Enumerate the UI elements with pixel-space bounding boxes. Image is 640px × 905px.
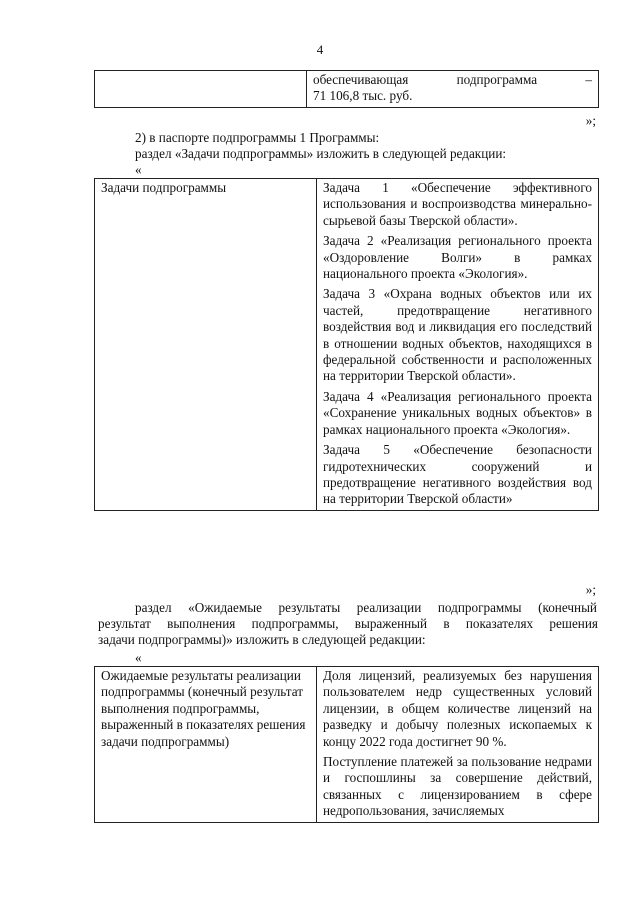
results-paragraph-1: Доля лицензий, реализуемых без нарушения пользователем недр существенных условий лицензии, в общем количестве лицензий на разведку и добычу полезных ископаемых к концу 2022 года достигнет 90 %. xyxy=(323,668,592,749)
item-2-heading: 2) в паспорте подпрограммы 1 Программы: xyxy=(135,130,380,145)
page-number: 4 xyxy=(316,42,324,57)
task-5: Задача 5 «Обеспечение безопасности гидротехнических сооружений и предотвращение негативного воздействия вод на территории Тверской области» xyxy=(323,442,592,507)
results-table xyxy=(94,666,599,823)
tasks-left-cell xyxy=(95,179,317,511)
funding-amount: 71 106,8 тыс. руб. xyxy=(313,88,413,104)
task-4: Задача 4 «Реализация регионального проекта «Сохранение уникальных водных объектов» в рамках национального проекта «Экология». xyxy=(323,388,592,437)
results-label: Ожидаемые результаты реализации подпрограммы (конечный результат выполнения подпрограммы, выраженный в показателях решения задачи подпрограммы) xyxy=(101,668,306,749)
results-instruction-line-2: результат выполнения подпрограммы, выраженный в показателях решения xyxy=(98,616,598,631)
results-right-cell xyxy=(317,667,599,823)
table-row xyxy=(95,667,599,823)
task-1: Задача 1 «Обеспечение эффективного использования и воспроизводства минерально-сырьевой базы Тверской области». xyxy=(323,180,592,228)
funding-left-cell xyxy=(95,71,307,108)
tasks-label: Задачи подпрограммы xyxy=(101,180,227,195)
tasks-right-cell xyxy=(317,179,599,511)
results-left-cell xyxy=(95,667,317,823)
funding-right-cell xyxy=(307,71,599,108)
task-3: Задача 3 «Охрана водных объектов или их частей, предотвращение негативного воздействия вод и ликвидация его последствий в отношении водных объектов, находящихся в федеральной собственности и расположенных на территории Тверской области». xyxy=(323,286,592,384)
opening-quote-mark: « xyxy=(135,162,142,177)
funding-table-fragment xyxy=(94,70,599,108)
closing-quote-mark-2: »; xyxy=(585,582,596,597)
results-instruction-line-3: задачи подпрограммы)» изложить в следующей редакции: xyxy=(98,632,426,647)
table-row xyxy=(95,179,599,511)
item-2-instruction: раздел «Задачи подпрограммы» изложить в следующей редакции: xyxy=(135,146,507,161)
funding-text-line: обеспечивающая подпрограмма – xyxy=(313,72,592,87)
results-instruction-line-1: раздел «Ожидаемые результаты реализации подпрограммы (конечный xyxy=(135,600,597,615)
table-row xyxy=(95,71,599,108)
task-2: Задача 2 «Реализация регионального проекта «Оздоровление Волги» в рамках национального проекта «Экология». xyxy=(323,233,592,282)
closing-quote-mark: »; xyxy=(585,113,596,128)
tasks-table xyxy=(94,178,599,511)
results-paragraph-2: Поступление платежей за пользование недрами и госпошлины за совершение действий, связанных с лицензированием в сфере недропользования, зачисляемых xyxy=(323,754,592,819)
opening-quote-mark-2: « xyxy=(135,650,142,665)
